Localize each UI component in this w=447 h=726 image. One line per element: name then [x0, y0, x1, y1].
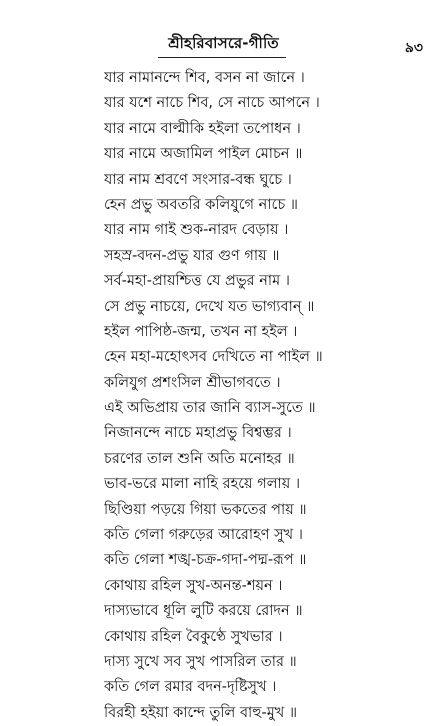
verse-line: ভাব-ভরে মালা নাহি রহয়ে গলায় । — [104, 476, 301, 493]
verse-line: বিরহী হইয়া কান্দে তুলি বাহু-মুখ ॥ — [104, 704, 298, 721]
page-title: শ্রীহরিবাসরে-গীতি — [168, 34, 279, 52]
verse-line: যার যশে নাচে শিব, সে নাচে আপনে । — [104, 95, 320, 112]
verse-line: দাস্যভাবে ধূলি লুটি করয়ে রোদন ॥ — [104, 603, 303, 620]
verse-line: সহস্র-বদন-প্রভু যার গুণ গায় ॥ — [104, 247, 280, 264]
verse-line: কোথায় রহিল বৈকুণ্ঠে সুখভার । — [104, 628, 283, 645]
verse-line: কোথায় রহিল সুখ-অনন্ত-শয়ন । — [104, 577, 283, 594]
verse-line: যার নামে বাল্মীকি হইলা তপোধন । — [104, 120, 301, 137]
verse-line: চরণের তাল শুনি অতি মনোহর ॥ — [104, 450, 295, 467]
page-number: ৯৩ — [404, 40, 423, 56]
verse-line: কতি গেলা গরুড়ের আরোহণ সুখ । — [104, 527, 303, 544]
verse-line: সর্ব-মহা-প্রায়শ্চিত্ত যে প্রভুর নাম । — [104, 273, 290, 290]
verse-line: এই অভিপ্রায় তার জানি ব্যাস-সুতে ॥ — [104, 400, 316, 417]
verse-line: কতি গেলা শঙ্খ-চক্র-গদা-পদ্ম-রূপ ॥ — [104, 552, 307, 569]
verse-line: কতি গেল রমার বদন-দৃষ্টিসুখ । — [104, 679, 277, 696]
verse-line: সে প্রভু নাচয়ে, দেখে যত ভাগ্যবান্ ॥ — [104, 298, 315, 315]
verse-line: হইল পাপিষ্ঠ-জন্ম, তখন না হইল । — [104, 323, 298, 340]
verse-line: ছিণ্ডিয়া পড়য়ে গিয়া ভকতের পায় ॥ — [104, 501, 307, 518]
verse-line: যার নামে অজামিল পাইল মোচন ॥ — [104, 146, 303, 163]
verse-line: যার নাম শ্রবণে সংসার-বন্ধ ঘুচে । — [104, 171, 292, 188]
title-underline — [158, 57, 286, 58]
verse-line: হেন প্রভু অবতরি কলিযুগে নাচে ॥ — [104, 196, 298, 213]
verse-list — [104, 66, 439, 726]
verse-line: হেন মহা-মহোৎসব দেখিতে না পাইল ॥ — [104, 349, 323, 366]
verse-line: কলিযুগ প্রশংসিল শ্রীভাগবতে । — [104, 374, 281, 391]
verse-line: যার নাম গাই শুক-নারদ বেড়ায় । — [104, 222, 289, 239]
verse-line: নিজানন্দে নাচে মহাপ্রভু বিশ্বম্ভর । — [104, 425, 292, 442]
verse-line: যার নামানন্দে শিব, বসন না জানে । — [104, 70, 305, 86]
verse-line: দাস্য সুখে সব সুখ পাসরিল তার ॥ — [104, 653, 297, 670]
